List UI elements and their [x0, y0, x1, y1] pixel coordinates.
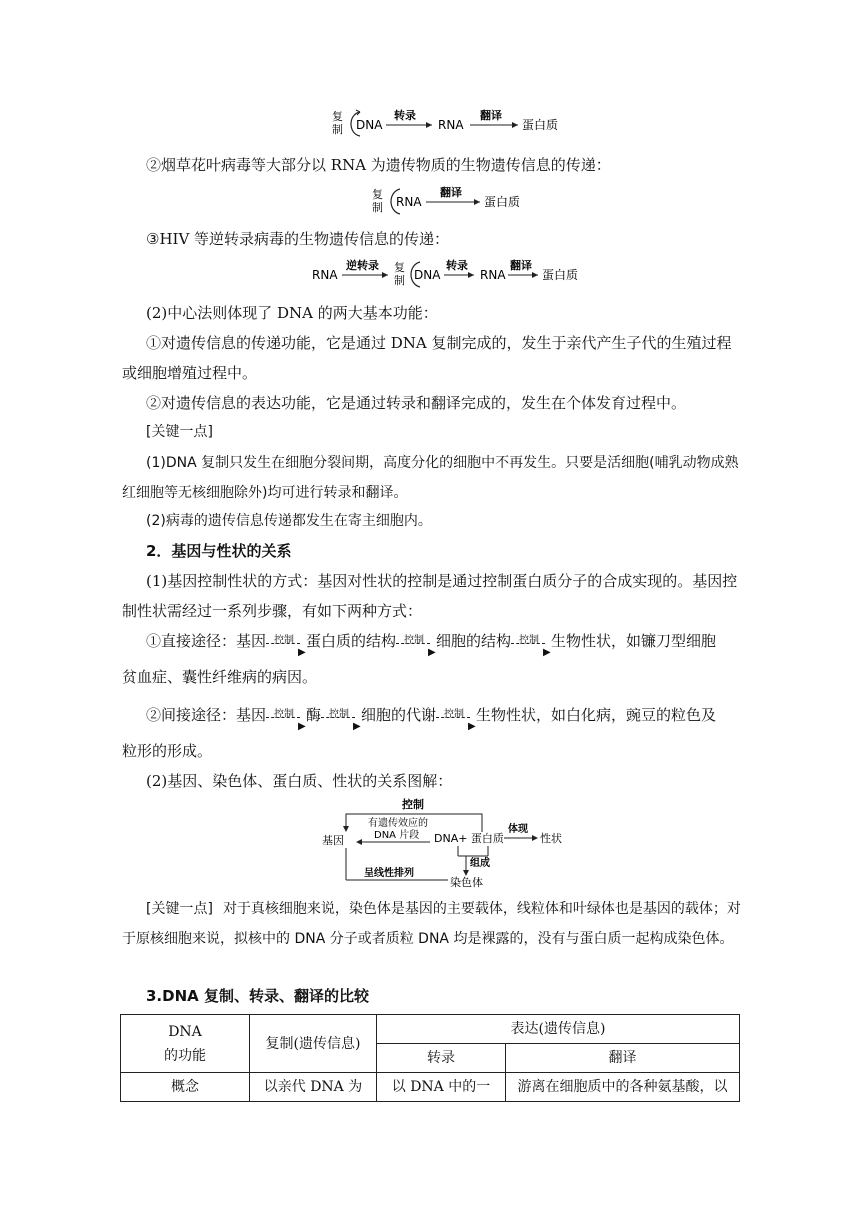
key2-text: 对于真核细胞来说，染色体是基因的主要载体，线粒体和叶绿体也是基因的载体；对于原核细胞来说，拟核中的 DNA 分子或者质粒 DNA 均是裸露的，没有与蛋白质一起构成染色体。 [122, 901, 741, 947]
flow3-copy-bottom: 制 [394, 274, 405, 287]
direct-arrow-3: 控制 ▶ [511, 632, 551, 652]
indirect-continuation: 粒形的形成。 [122, 742, 213, 760]
indirect-b: 细胞的代谢 [361, 706, 437, 724]
flow3-translate: 翻译 [510, 259, 532, 272]
indirect-prefix: ②间接途径：基因 [146, 706, 267, 724]
indirect-a: 酶 [306, 706, 322, 724]
flow1-protein: 蛋白质 [522, 118, 559, 132]
comparison-table [120, 1014, 740, 1102]
flow2-copy-bottom: 制 [372, 201, 383, 214]
table-header-function: DNA 的功能 [121, 1015, 250, 1073]
flow2-copy-top: 复 [372, 188, 383, 201]
table-cell-concept: 概念 [121, 1073, 250, 1102]
function1-paragraph [122, 328, 742, 388]
key1-title: [关键一点] [146, 424, 213, 440]
diagram-express: 体现 [508, 824, 528, 835]
direct-b: 细胞的结构 [436, 632, 512, 650]
key1-paragraph2: (2)病毒的遗传信息传递都发生在寄主细胞内。 [146, 513, 432, 529]
diagram-control: 控制 [402, 798, 424, 811]
direct-a: 蛋白质的结构 [306, 632, 397, 650]
indirect-arrow-1: 控制 ▶ [266, 706, 306, 726]
section2-p1-text: (1)基因控制性状的方式：基因对性状的控制是通过控制蛋白质分子的合成实现的。基因控制性状需经过一系列步骤，有如下两种方式： [122, 572, 738, 620]
flow3-rna1: RNA [312, 268, 338, 282]
function2-text: ②对遗传信息的表达功能，它是通过转录和翻译完成的，发生在个体发育过程中。 [146, 394, 687, 412]
section3-heading: 3.DNA 复制、转录、翻译的比较 [146, 987, 369, 1005]
key1-p1-text: (1)DNA 复制只发生在细胞分裂间期，高度分化的细胞中不再发生。只要是活细胞(哺乳动物成熟红细胞等无核细胞除外)均可进行转录和翻译。 [122, 455, 739, 501]
indirect-arrow-2: 控制 ▶ [321, 706, 361, 726]
direct-pathway-line [146, 626, 716, 656]
table-cell-copy: 以亲代 DNA 为 [250, 1073, 377, 1102]
indirect-c: 生物性状，如白化病，豌豆的粒色及 [476, 706, 717, 724]
key1-paragraph1 [122, 448, 742, 508]
diagram-seg2: DNA 片段 [374, 830, 420, 841]
indirect-arrow-3: 控制 ▶ [436, 706, 476, 726]
flow3-reverse: 逆转录 [346, 259, 379, 272]
diagram-trait: 性状 [540, 832, 562, 845]
flow3-dna: DNA [414, 268, 441, 282]
diagram-seg1: 有遗传效应的 [368, 818, 428, 829]
flow1-transcribe: 转录 [394, 109, 416, 122]
flow1-dna: DNA [356, 118, 383, 132]
section2-paragraph1 [122, 566, 742, 626]
direct-prefix: ①直接途径：基因 [146, 632, 267, 650]
direct-continuation: 贫血症、囊性纤维病的病因。 [122, 668, 318, 686]
indirect-pathway-line [146, 700, 716, 730]
flow2-protein: 蛋白质 [484, 195, 521, 209]
flow2-translate: 翻译 [440, 186, 462, 199]
diagram-chromosome: 染色体 [450, 876, 483, 889]
diagram-linear: 呈线性排列 [364, 868, 414, 879]
flow-diagram-rna [362, 184, 542, 218]
diagram-compose: 组成 [470, 858, 490, 869]
flow1-copy-top: 复 [332, 110, 343, 123]
diagram-gene: 基因 [322, 834, 344, 847]
table-header-express: 表达(遗传信息) [377, 1015, 740, 1044]
table-row [121, 1073, 740, 1102]
key2-paragraph [122, 894, 742, 954]
direct-c: 生物性状，如镰刀型细胞 [551, 632, 717, 650]
section2-heading: 2．基因与性状的关系 [146, 542, 292, 560]
flow-diagram-hiv [310, 256, 590, 294]
diagram-dna-protein: DNA+ 蛋白质 [434, 832, 504, 845]
key2-title: [关键一点] [146, 901, 213, 917]
function1-text: ①对遗传信息的传递功能，它是通过 DNA 复制完成的，发生于亲代产生子代的生殖过程或细胞增殖过程中。 [122, 334, 732, 382]
flow1-copy-bottom: 制 [332, 123, 343, 136]
flow1-translate: 翻译 [480, 109, 502, 122]
flow3-copy-top: 复 [394, 261, 405, 274]
flow-diagram-dna [320, 104, 570, 144]
functions-heading: (2)中心法则体现了 DNA 的两大基本功能： [146, 304, 438, 322]
flow3-protein: 蛋白质 [542, 268, 579, 282]
flow3-rna2: RNA [480, 268, 506, 282]
direct-arrow-1: 控制 ▶ [266, 632, 306, 652]
table-header-translate: 翻译 [506, 1044, 740, 1073]
direct-arrow-2: 控制 ▶ [396, 632, 436, 652]
flow2-rna: RNA [396, 195, 422, 209]
item2-text: ②烟草花叶病毒等大部分以 RNA 为遗传物质的生物遗传信息的传递： [146, 156, 611, 174]
table-header-transcribe: 转录 [377, 1044, 506, 1073]
flow1-rna: RNA [438, 118, 464, 132]
item3-text: ③HIV 等逆转录病毒的生物遗传信息的传递： [146, 230, 450, 248]
gene-relationship-diagram [318, 796, 578, 892]
table-header-copy: 复制(遗传信息) [250, 1015, 377, 1073]
section2-paragraph2: (2)基因、染色体、蛋白质、性状的关系图解： [146, 772, 453, 790]
flow3-transcribe: 转录 [446, 259, 468, 272]
table-cell-translate: 游离在细胞质中的各种氨基酸，以 [506, 1073, 740, 1102]
table-cell-transcribe: 以 DNA 中的一 [377, 1073, 506, 1102]
